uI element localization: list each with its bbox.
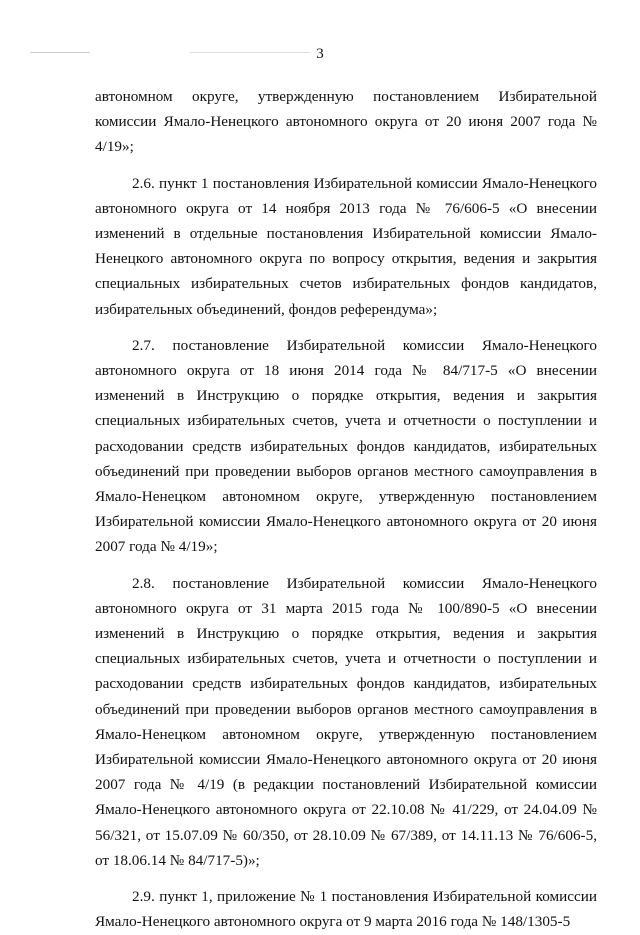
paragraph-2-7: 2.7. постановление Избирательной комиссии Ямало-Ненецкого автономного округа от 18 июня 2014 года № 84/717-5 «О внесении изменений в Инструкцию о порядке открытия, ведения и закрытия специальных избирательных счетов, учета и отчетности о поступлении и расходовании средств избирательных фондов кандидатов, избирательных объединений при проведении выборов органов местного самоуправления в Ямало-Ненецком автономном округе, утвержденную постановлением Избирательной комиссии Ямало-Ненецкого автономного округа от 20 июня 2007 года № 4/19»; [95,336,597,556]
paragraph-2-9: 2.9. пункт 1, приложение № 1 постановления Избирательной комиссии Ямало-Ненецкого автономного округа от 9 марта 2016 года № 148/1305-5 [95,888,597,931]
paragraph-2-5-continuation: автономном округе, утвержденную постановлением Избирательной комиссии Ямало-Ненецкого автономного округа от 20 июня 2007 года № 4/19»; [95,88,597,156]
paragraph-2-6: 2.6. пункт 1 постановления Избирательной комиссии Ямало-Ненецкого автономного округа от 14 ноября 2013 года № 76/606-5 «О внесении изменений в отдельные постановления Избирательной комиссии Ямало-Ненецкого автономного округа по вопросу открытия, ведения и закрытия специальных избирательных счетов избирательных фондов кандидатов, избирательных объединений, фондов референдума»; [95,174,597,318]
document-body [95,84,597,935]
paragraph-2-8: 2.8. постановление Избирательной комиссии Ямало-Ненецкого автономного округа от 31 марта 2015 года № 100/890-5 «О внесении изменений в Инструкцию о порядке открытия, ведения и закрытия специальных избирательных счетов, учета и отчетности о поступлении и расходовании средств избирательных фондов кандидатов, избирательных объединений при проведении выборов органов местного самоуправления в Ямало-Ненецком автономном округе, утвержденную постановлением Избирательной комиссии Ямало-Ненецкого автономного округа от 20 июня 2007 года № 4/19 (в редакции постановлений Избирательной комиссии Ямало-Ненецкого автономного округа от 22.10.08 № 41/229, от 24.04.09 № 56/321, от 15.07.09 № 60/350, от 28.10.09 № 67/389, от 14.11.13 № 76/606-5, от 18.06.14 № 84/717-5)»; [95,574,597,869]
page-number: 3 [316,46,324,62]
